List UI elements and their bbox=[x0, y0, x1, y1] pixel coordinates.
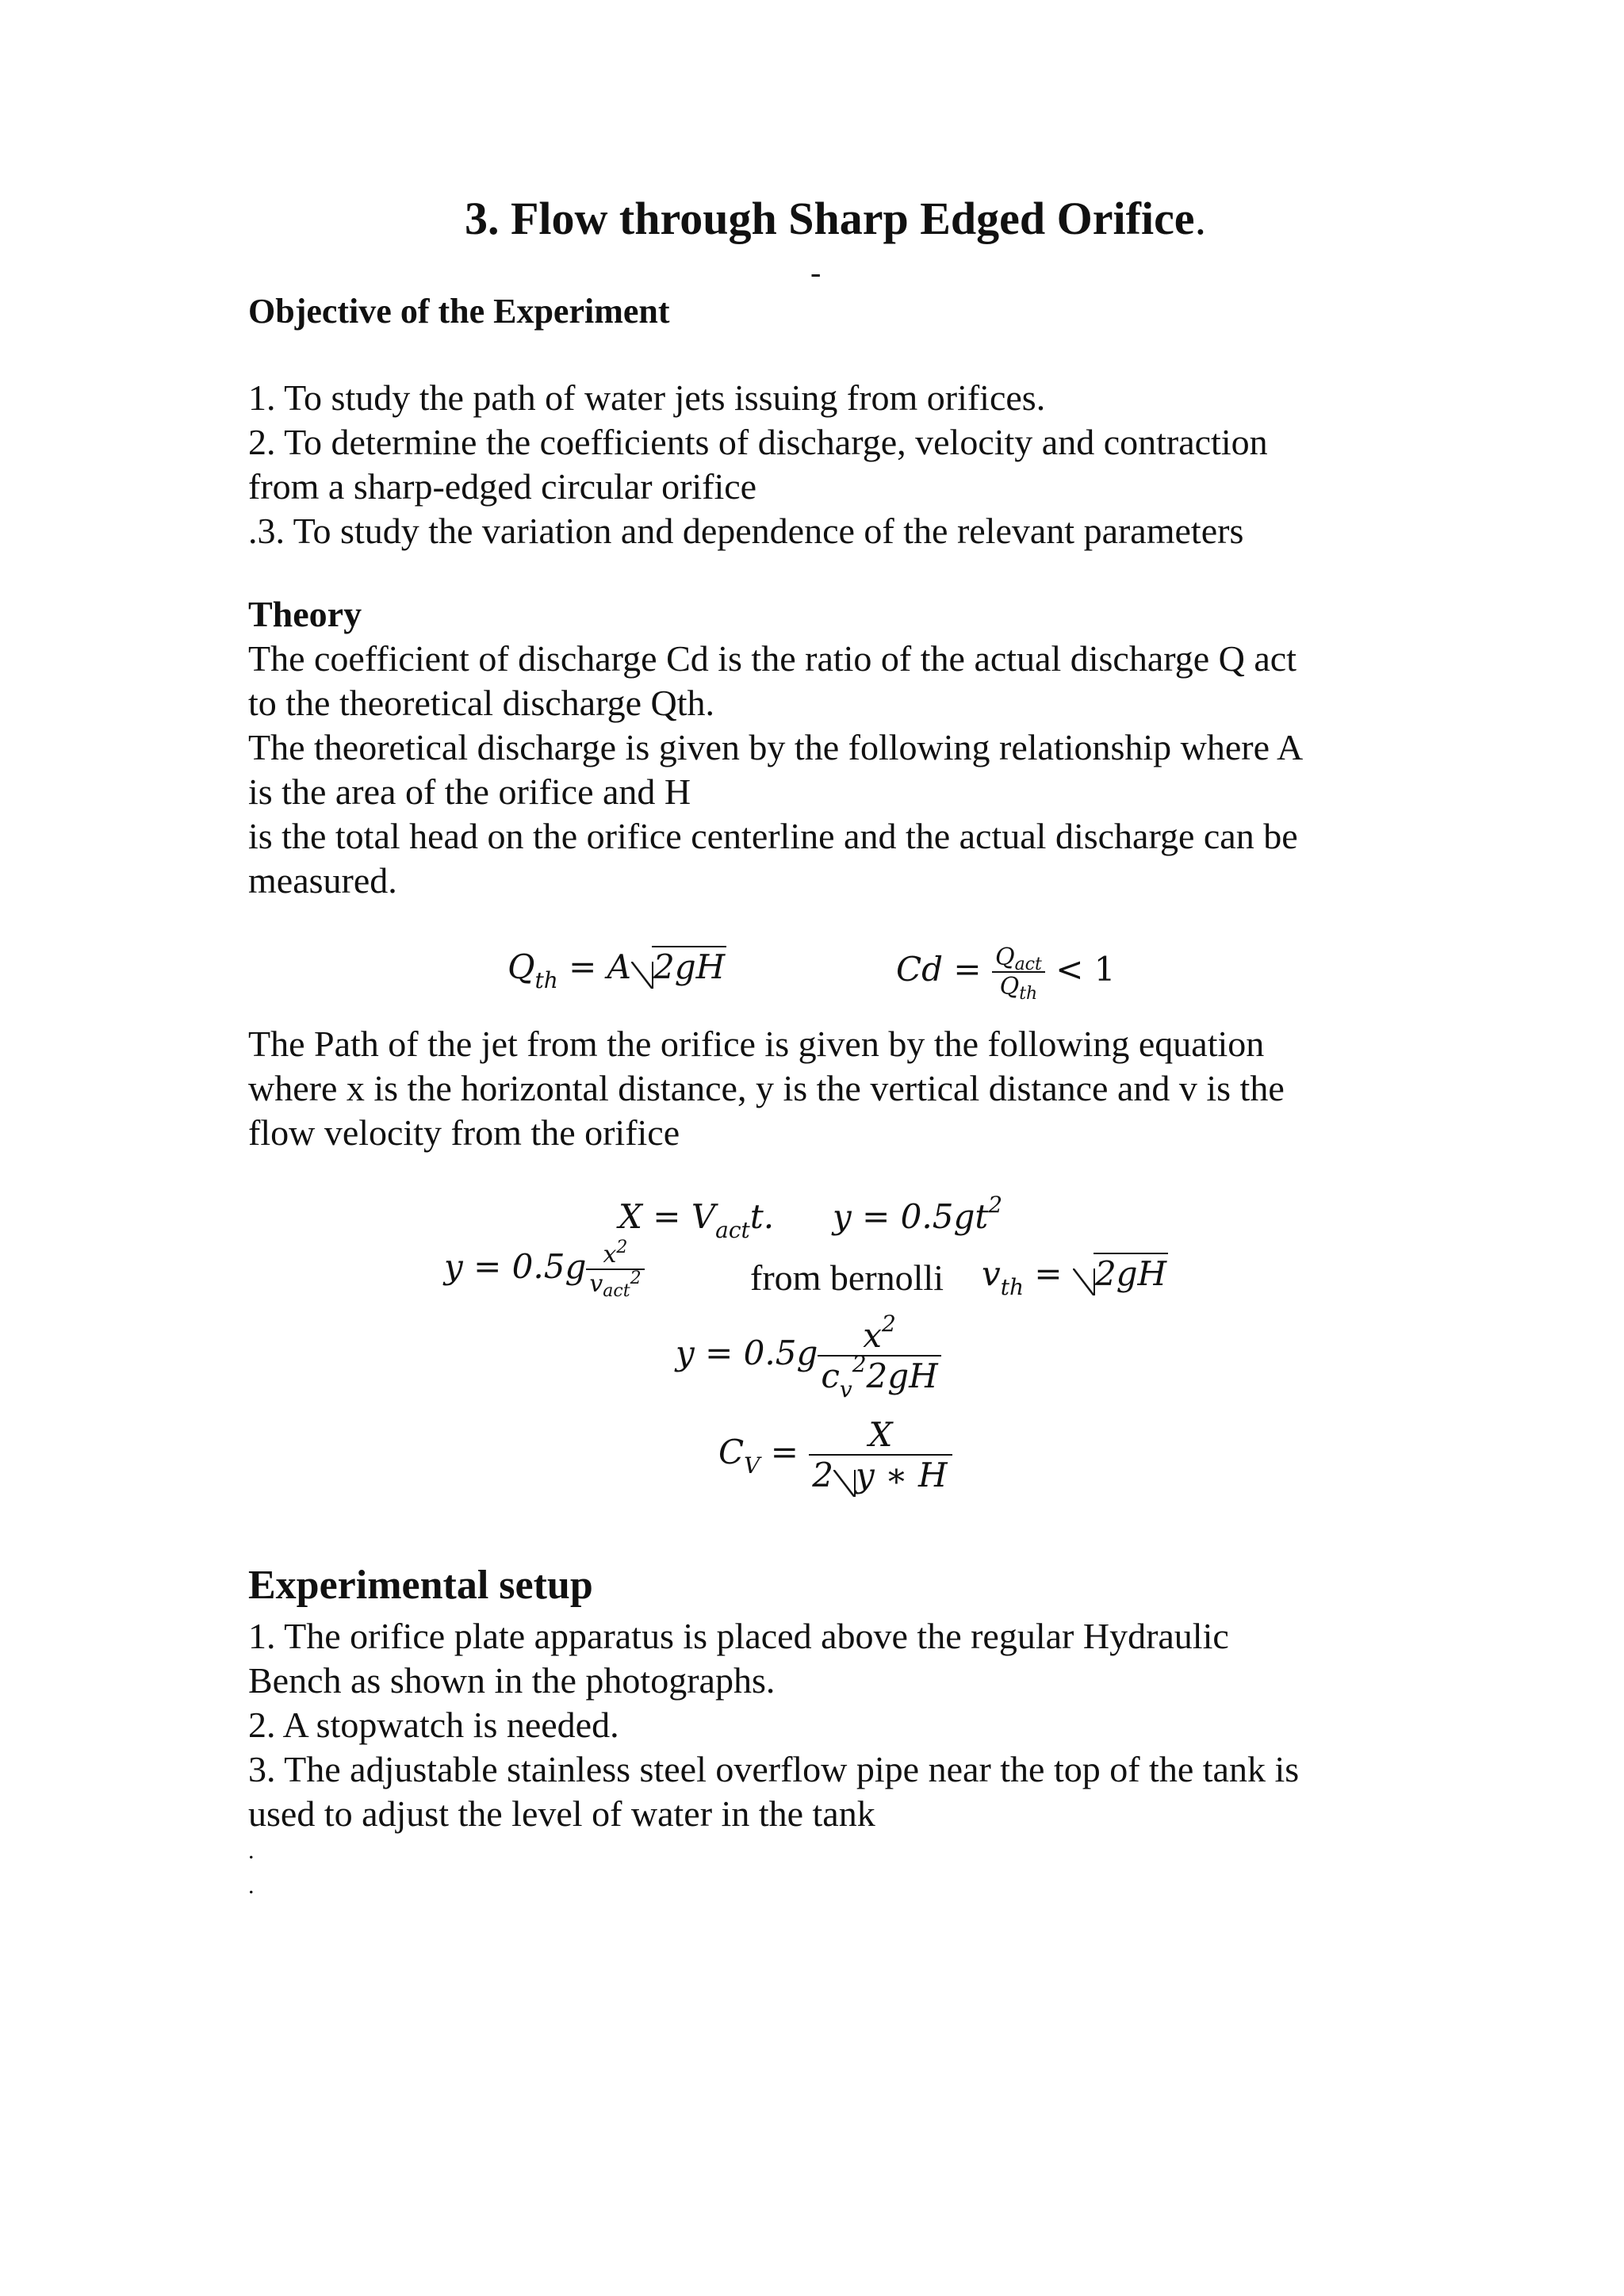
trailing-dot-1: . bbox=[248, 1838, 255, 1864]
page-title: 3. Flow through Sharp Edged Orifice. bbox=[465, 193, 1207, 244]
equation-y-time: $y = 0.5gt^2$ bbox=[833, 1192, 1003, 1236]
theory-line-5: is the total head on the orifice centerline and the actual discharge can be bbox=[248, 816, 1298, 856]
path-line-1: The Path of the jet from the orifice is given by the following equation bbox=[248, 1024, 1265, 1064]
setup-line-1: 1. The orifice plate apparatus is placed above the regular Hydraulic bbox=[248, 1616, 1229, 1656]
equation-vth: $v_{th} = 2gH$ bbox=[982, 1254, 1167, 1300]
theory-line-6: measured. bbox=[248, 860, 397, 901]
path-line-2: where x is the horizontal distance, y is the vertical distance and v is the bbox=[248, 1068, 1285, 1108]
equation-y-path: y = 0.5g $\frac{x^2}{v_{act}^2}$ bbox=[444, 1241, 645, 1298]
stray-dash: - bbox=[810, 254, 822, 290]
trailing-dot-2: . bbox=[248, 1873, 255, 1899]
objective-heading: Objective of the Experiment bbox=[248, 292, 670, 331]
equation-y-cv: y = 0.5g $\frac{x^2}{c_v^22gH}$ bbox=[676, 1316, 941, 1395]
setup-line-5: used to adjust the level of water in the tank bbox=[248, 1793, 875, 1834]
theory-line-4: is the area of the orifice and H bbox=[248, 771, 691, 812]
setup-line-2: Bench as shown in the photographs. bbox=[248, 1660, 776, 1701]
equation-qth: $Q_{th} = A$ 2gH bbox=[508, 947, 726, 993]
bernolli-text: from bernolli bbox=[750, 1257, 944, 1298]
setup-line-4: 3. The adjustable stainless steel overflow pipe near the top of the tank is bbox=[248, 1749, 1300, 1789]
objective-line-4: .3. To study the variation and dependence of the relevant parameters bbox=[248, 511, 1244, 551]
theory-line-1: The coefficient of discharge Cd is the ratio of the actual discharge Q act bbox=[248, 638, 1297, 679]
theory-line-2: to the theoretical discharge Qth. bbox=[248, 683, 715, 723]
theory-heading: Theory bbox=[248, 594, 362, 634]
theory-line-3: The theoretical discharge is given by the following relationship where A bbox=[248, 727, 1304, 767]
setup-heading: Experimental setup bbox=[248, 1563, 593, 1608]
equation-cd: Cd = $\frac{Q_{act}}{Q_{th}}$ < 1 bbox=[896, 943, 1116, 1004]
equation-x: $X = V_{act}t$. bbox=[619, 1197, 775, 1243]
path-line-3: flow velocity from the orifice bbox=[248, 1112, 680, 1153]
equation-cv: $C_V$ = $\frac{X}{2 y ∗ H}$ bbox=[718, 1415, 952, 1494]
objective-line-3: from a sharp-edged circular orifice bbox=[248, 466, 757, 507]
objective-line-2: 2. To determine the coefficients of discharge, velocity and contraction bbox=[248, 422, 1268, 462]
setup-line-3: 2. A stopwatch is needed. bbox=[248, 1705, 619, 1745]
objective-line-1: 1. To study the path of water jets issuing from orifices. bbox=[248, 377, 1046, 418]
